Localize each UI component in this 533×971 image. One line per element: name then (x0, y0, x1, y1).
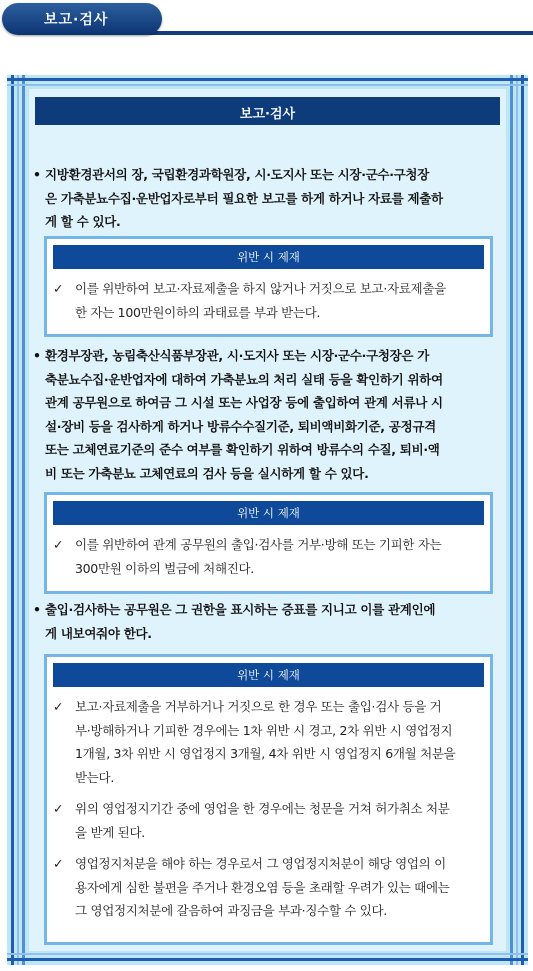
section-title-bar (35, 97, 500, 125)
paragraph-line: 관계 공무원으로 하여금 그 시설 또는 사업장 등에 출입하여 관계 서류나 시 (45, 395, 443, 410)
frame-line (7, 84, 528, 86)
sanction-item (53, 695, 482, 789)
check-icon: ✓ (53, 699, 64, 714)
frame-line (521, 75, 524, 965)
frame-line (516, 75, 518, 965)
frame-line (11, 75, 14, 965)
paragraph-line: 환경부장관, 농림축산식품부장관, 시·도지사 또는 시장·군수·구청장은 가 (45, 348, 429, 363)
tab-title: 보고·검사 (44, 12, 109, 28)
paragraph-line: 지방환경관서의 장, 국립환경과학원장, 시·도지사 또는 시장·군수·구청장 (45, 167, 429, 182)
bullet-icon: • (33, 167, 41, 182)
paragraph-2 (33, 344, 443, 485)
content-panel (29, 89, 506, 951)
sanction-items (53, 533, 482, 580)
frame-line (17, 75, 19, 965)
bullet-icon: • (33, 348, 41, 363)
content-frame (7, 75, 528, 965)
sanction-title-bar (53, 245, 484, 269)
sanction-box-1 (44, 236, 493, 337)
paragraph-line: 게 내보여줘야 한다. (45, 625, 152, 641)
item-line: 보고·자료제출을 거부하거나 거짓으로 한 경우 또는 출입·검사 등을 거 (75, 699, 442, 714)
item-line: 300만원 이하의 벌금에 처해진다. (75, 560, 254, 576)
item-line: 받는다. (75, 769, 114, 785)
frame-line (7, 958, 528, 961)
section-title: 보고·검사 (239, 107, 296, 122)
sanction-items (53, 277, 482, 324)
paragraph-3 (33, 598, 435, 645)
check-icon: ✓ (53, 281, 64, 296)
sanction-box-2 (44, 492, 493, 594)
item-line: 1개월, 3차 위반 시 영업정지 3개월, 4차 위반 시 영업정지 6개월 처분을 (75, 746, 456, 761)
item-line: 부·방해하거나 기피한 경우에는 1차 위반 시 경고, 2차 위반 시 영업정지 (75, 722, 453, 738)
check-icon: ✓ (53, 801, 64, 816)
check-icon: ✓ (53, 856, 64, 871)
paragraph-1 (33, 163, 443, 234)
item-line: 그 영업정지처분에 갈음하여 과징금을 부과·징수할 수 있다. (75, 903, 387, 918)
frame-line (7, 953, 528, 955)
tab-underline (120, 31, 533, 35)
sanction-box-3 (44, 654, 493, 945)
sanction-item (53, 533, 482, 580)
sanction-title: 위반 시 제재 (237, 250, 300, 264)
paragraph-line: 또는 고체연료기준의 준수 여부를 확인하기 위하여 방류수의 수질, 퇴비·액 (45, 442, 440, 457)
top-tab-header (0, 0, 533, 40)
sanction-title-bar (53, 501, 484, 525)
sanction-title-bar (53, 663, 484, 687)
item-line: 영업정지처분을 해야 하는 경우로서 그 영업정지처분이 해당 영업의 이 (75, 856, 446, 871)
sanction-items (53, 695, 482, 923)
item-line: 한 자는 100만원이하의 과태료를 부과 받는다. (75, 304, 321, 320)
paragraph-line: 축분뇨수집·운반업자에 대하여 가축분뇨의 처리 실태 등을 확인하기 위하여 (45, 371, 443, 387)
item-line: 을 받게 된다. (75, 824, 145, 840)
sanction-title: 위반 시 제재 (237, 506, 300, 520)
sanction-item (53, 852, 482, 923)
paragraph-line: 게 할 수 있다. (45, 214, 121, 229)
paragraph-line: 비 또는 가축분뇨 고체연료의 검사 등을 실시하게 할 수 있다. (45, 465, 369, 481)
sanction-item (53, 797, 482, 844)
paragraph-line: 설·장비 등을 검사하게 하거나 방류수수질기준, 퇴비액비화기준, 공정규격 (45, 418, 436, 434)
item-line: 용자에게 심한 불편을 주거나 환경오염 등을 초래할 우려가 있는 때에는 (75, 879, 450, 895)
paragraph-line: 은 가축분뇨수집·운반업자로부터 필요한 보고를 하게 하거나 자료를 제출하 (45, 190, 443, 206)
frame-line (22, 75, 25, 965)
paragraph-line: 출입·검사하는 공무원은 그 권한을 표시하는 증표를 지니고 이를 관계인에 (45, 602, 436, 617)
item-line: 이를 위반하여 보고·자료제출을 하지 않거나 거짓으로 보고·자료제출을 (75, 281, 446, 296)
bullet-icon: • (33, 602, 41, 617)
sanction-title: 위반 시 제재 (237, 668, 300, 682)
item-line: 위의 영업정지기간 중에 영업을 한 경우에는 청문을 거쳐 허가취소 처분 (75, 801, 450, 816)
item-line: 이를 위반하여 관계 공무원의 출입·검사를 거부·방해 또는 기피한 자는 (75, 537, 442, 552)
frame-line (7, 78, 528, 81)
frame-line (510, 75, 513, 965)
check-icon: ✓ (53, 537, 64, 552)
sanction-item (53, 277, 482, 324)
